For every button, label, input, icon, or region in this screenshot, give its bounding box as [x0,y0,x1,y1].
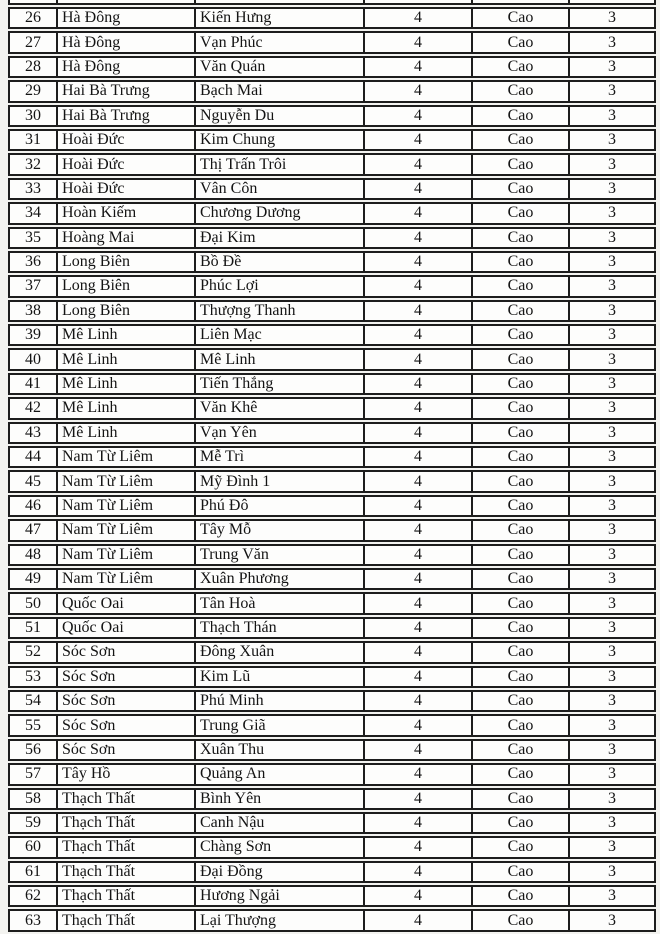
risk-level-cell: Cao [473,836,570,858]
criteria-cell: 4 [365,470,473,492]
score-cell: 3 [570,592,656,614]
risk-level-cell: Cao [473,470,570,492]
ward-cell: Thị Trấn Trôi [196,153,365,175]
table-row [8,592,656,614]
risk-level-cell: Cao [473,446,570,468]
district-cell: Thạch Thất [58,885,196,907]
district-cell: Mê Linh [58,324,196,346]
row-number-cell: 51 [8,617,58,639]
ward-cell: Phúc Lợi [196,275,365,297]
ward-cell: Vạn Phúc [196,31,365,53]
ward-cell: Kim Chung [196,129,365,151]
district-cell: Tây Hồ [58,763,196,785]
criteria-cell: 4 [365,202,473,224]
criteria-cell: 4 [365,544,473,566]
district-cell: Mê Linh [58,373,196,395]
district-cell: Sóc Sơn [58,666,196,688]
risk-level-cell: Cao [473,885,570,907]
criteria-cell [365,0,473,5]
criteria-cell: 4 [365,519,473,541]
risk-level-cell: Cao [473,568,570,590]
row-number-cell: 35 [8,227,58,249]
criteria-cell: 4 [365,251,473,273]
table-row [8,7,656,29]
risk-level-cell: Cao [473,7,570,29]
ward-cell: Đại Kim [196,227,365,249]
ward-cell: Mỹ Đình 1 [196,470,365,492]
row-number-cell: 50 [8,592,58,614]
criteria-cell: 4 [365,885,473,907]
score-cell: 3 [570,275,656,297]
ward-cell: Kim Lũ [196,666,365,688]
ward-cell: Bạch Mai [196,80,365,102]
table-row [8,714,656,736]
criteria-cell: 4 [365,373,473,395]
ward-cell: Đông Xuân [196,641,365,663]
criteria-cell: 4 [365,178,473,200]
row-number-cell: 45 [8,470,58,492]
criteria-cell: 4 [365,31,473,53]
criteria-cell: 4 [365,324,473,346]
score-cell: 3 [570,690,656,712]
district-cell: Nam Từ Liêm [58,470,196,492]
row-number-cell: 31 [8,129,58,151]
criteria-cell: 4 [365,397,473,419]
district-cell: Mê Linh [58,397,196,419]
risk-level-cell: Cao [473,300,570,322]
risk-level-cell: Cao [473,812,570,834]
ward-cell: Mê Linh [196,348,365,370]
score-cell: 3 [570,202,656,224]
row-number-cell: 26 [8,7,58,29]
criteria-cell: 4 [365,446,473,468]
criteria-cell: 4 [365,909,473,931]
criteria-cell: 4 [365,129,473,151]
criteria-cell: 4 [365,348,473,370]
risk-level-cell: Cao [473,397,570,419]
ward-cell: Mễ Trì [196,446,365,468]
risk-level-cell: Cao [473,227,570,249]
table-row [8,56,656,78]
row-number-cell: 61 [8,861,58,883]
district-cell: Sóc Sơn [58,690,196,712]
criteria-cell: 4 [365,617,473,639]
district-cell: Thạch Thất [58,812,196,834]
score-cell: 3 [570,105,656,127]
ward-cell: Chương Dương [196,202,365,224]
district-cell: Nam Từ Liêm [58,544,196,566]
row-number-cell: 57 [8,763,58,785]
ward-cell: Quảng An [196,763,365,785]
risk-level-cell: Cao [473,178,570,200]
score-cell: 3 [570,470,656,492]
risk-level-cell: Cao [473,739,570,761]
district-cell: Hà Đông [58,31,196,53]
district-cell [58,0,196,5]
ward-cell: Thượng Thanh [196,300,365,322]
ward-cell: Canh Nậu [196,812,365,834]
ward-cell: Bình Yên [196,788,365,810]
district-cell: Thạch Thất [58,909,196,931]
row-number-cell: 37 [8,275,58,297]
district-cell: Nam Từ Liêm [58,495,196,517]
criteria-cell: 4 [365,7,473,29]
row-number-cell: 30 [8,105,58,127]
risk-level-cell: Cao [473,56,570,78]
risk-level-cell: Cao [473,861,570,883]
district-cell: Hà Đông [58,56,196,78]
district-cell: Quốc Oai [58,617,196,639]
district-cell: Nam Từ Liêm [58,519,196,541]
score-cell: 3 [570,178,656,200]
ward-cell [196,0,365,5]
district-cell: Sóc Sơn [58,641,196,663]
row-number-cell: 63 [8,909,58,931]
row-number-cell: 48 [8,544,58,566]
table-row [8,446,656,468]
ward-cell: Tiến Thắng [196,373,365,395]
district-cell: Nam Từ Liêm [58,446,196,468]
row-number-cell: 36 [8,251,58,273]
table-row [8,275,656,297]
criteria-cell: 4 [365,422,473,444]
criteria-cell: 4 [365,105,473,127]
score-cell: 3 [570,666,656,688]
row-number-cell: 43 [8,422,58,444]
ward-cell: Văn Quán [196,56,365,78]
score-cell: 3 [570,348,656,370]
ward-risk-table [8,0,656,934]
criteria-cell: 4 [365,56,473,78]
table-row [8,470,656,492]
risk-level-cell: Cao [473,80,570,102]
table-row [8,227,656,249]
table-row [8,544,656,566]
score-cell: 3 [570,788,656,810]
table-row [8,690,656,712]
ward-cell: Phú Đô [196,495,365,517]
score-cell: 3 [570,812,656,834]
score-cell [570,0,656,5]
criteria-cell: 4 [365,300,473,322]
risk-level-cell: Cao [473,153,570,175]
risk-level-cell: Cao [473,617,570,639]
row-number-cell: 41 [8,373,58,395]
criteria-cell: 4 [365,80,473,102]
score-cell: 3 [570,422,656,444]
risk-level-cell: Cao [473,714,570,736]
district-cell: Hai Bà Trưng [58,105,196,127]
table-row [8,348,656,370]
table-container [8,0,656,934]
row-number-cell: 60 [8,836,58,858]
table-row [8,763,656,785]
criteria-cell: 4 [365,714,473,736]
ward-cell: Trung Giã [196,714,365,736]
risk-level-cell: Cao [473,909,570,931]
row-number-cell: 40 [8,348,58,370]
district-cell: Hoài Đức [58,178,196,200]
score-cell: 3 [570,885,656,907]
risk-level-cell: Cao [473,690,570,712]
row-number-cell: 49 [8,568,58,590]
criteria-cell: 4 [365,275,473,297]
risk-level-cell: Cao [473,666,570,688]
risk-level-cell: Cao [473,129,570,151]
table-row [8,641,656,663]
score-cell: 3 [570,568,656,590]
table-row [8,202,656,224]
row-number-cell: 46 [8,495,58,517]
score-cell: 3 [570,861,656,883]
ward-cell: Bồ Đề [196,251,365,273]
ward-cell: Vân Côn [196,178,365,200]
ward-cell: Chàng Sơn [196,836,365,858]
row-number-cell: 55 [8,714,58,736]
criteria-cell: 4 [365,812,473,834]
risk-level-cell: Cao [473,544,570,566]
score-cell: 3 [570,739,656,761]
score-cell: 3 [570,80,656,102]
table-row [8,617,656,639]
table-row [8,885,656,907]
risk-level-cell: Cao [473,275,570,297]
table-row [8,300,656,322]
risk-level-cell: Cao [473,519,570,541]
ward-cell: Kiến Hưng [196,7,365,29]
criteria-cell: 4 [365,666,473,688]
score-cell: 3 [570,153,656,175]
criteria-cell: 4 [365,861,473,883]
district-cell: Thạch Thất [58,788,196,810]
score-cell: 3 [570,909,656,931]
table-row [8,909,656,931]
row-number-cell: 34 [8,202,58,224]
ward-cell: Vạn Yên [196,422,365,444]
row-number-cell: 38 [8,300,58,322]
score-cell: 3 [570,641,656,663]
district-cell: Hoàn Kiếm [58,202,196,224]
ward-cell: Trung Văn [196,544,365,566]
row-number-cell: 42 [8,397,58,419]
district-cell: Hoàng Mai [58,227,196,249]
table-row [8,178,656,200]
score-cell: 3 [570,129,656,151]
row-number-cell: 59 [8,812,58,834]
ward-cell: Xuân Thu [196,739,365,761]
score-cell: 3 [570,714,656,736]
table-row [8,495,656,517]
table-row [8,666,656,688]
row-number-cell: 39 [8,324,58,346]
criteria-cell: 4 [365,153,473,175]
risk-level-cell: Cao [473,31,570,53]
score-cell: 3 [570,544,656,566]
district-cell: Long Biên [58,251,196,273]
district-cell: Long Biên [58,300,196,322]
ward-cell: Lại Thượng [196,909,365,931]
partial-row-cutoff [8,0,656,5]
score-cell: 3 [570,519,656,541]
row-number-cell [8,0,58,5]
row-number-cell: 27 [8,31,58,53]
district-cell: Hà Đông [58,7,196,29]
criteria-cell: 4 [365,836,473,858]
ward-cell: Liên Mạc [196,324,365,346]
row-number-cell: 29 [8,80,58,102]
district-cell: Sóc Sơn [58,714,196,736]
table-row [8,836,656,858]
district-cell: Thạch Thất [58,836,196,858]
risk-level-cell: Cao [473,495,570,517]
risk-level-cell: Cao [473,763,570,785]
ward-cell: Tây Mỗ [196,519,365,541]
score-cell: 3 [570,7,656,29]
score-cell: 3 [570,617,656,639]
criteria-cell: 4 [365,788,473,810]
row-number-cell: 28 [8,56,58,78]
ward-cell: Văn Khê [196,397,365,419]
score-cell: 3 [570,56,656,78]
criteria-cell: 4 [365,763,473,785]
risk-level-cell: Cao [473,422,570,444]
row-number-cell: 52 [8,641,58,663]
table-row [8,422,656,444]
row-number-cell: 56 [8,739,58,761]
district-cell: Quốc Oai [58,592,196,614]
criteria-cell: 4 [365,592,473,614]
table-row [8,568,656,590]
criteria-cell: 4 [365,690,473,712]
district-cell: Hoài Đức [58,153,196,175]
score-cell: 3 [570,227,656,249]
score-cell: 3 [570,31,656,53]
ward-cell: Thạch Thán [196,617,365,639]
risk-level-cell: Cao [473,788,570,810]
district-cell: Nam Từ Liêm [58,568,196,590]
row-number-cell: 58 [8,788,58,810]
risk-level-cell [473,0,570,5]
row-number-cell: 47 [8,519,58,541]
risk-level-cell: Cao [473,324,570,346]
district-cell: Sóc Sơn [58,739,196,761]
table-row [8,519,656,541]
table-row [8,80,656,102]
table-row [8,373,656,395]
score-cell: 3 [570,300,656,322]
row-number-cell: 53 [8,666,58,688]
table-row [8,251,656,273]
table-row [8,788,656,810]
district-cell: Thạch Thất [58,861,196,883]
risk-level-cell: Cao [473,251,570,273]
criteria-cell: 4 [365,641,473,663]
score-cell: 3 [570,373,656,395]
ward-cell: Nguyễn Du [196,105,365,127]
risk-level-cell: Cao [473,641,570,663]
risk-level-cell: Cao [473,592,570,614]
score-cell: 3 [570,446,656,468]
row-number-cell: 33 [8,178,58,200]
score-cell: 3 [570,397,656,419]
criteria-cell: 4 [365,227,473,249]
table-row [8,153,656,175]
table-row [8,861,656,883]
district-cell: Mê Linh [58,348,196,370]
score-cell: 3 [570,251,656,273]
score-cell: 3 [570,836,656,858]
table-row [8,105,656,127]
table-row [8,397,656,419]
ward-cell: Tân Hoà [196,592,365,614]
table-row [8,129,656,151]
ward-cell: Đại Đồng [196,861,365,883]
district-cell: Hoài Đức [58,129,196,151]
ward-cell: Phú Minh [196,690,365,712]
row-number-cell: 32 [8,153,58,175]
criteria-cell: 4 [365,495,473,517]
score-cell: 3 [570,495,656,517]
row-number-cell: 54 [8,690,58,712]
risk-level-cell: Cao [473,348,570,370]
district-cell: Hai Bà Trưng [58,80,196,102]
criteria-cell: 4 [365,739,473,761]
ward-cell: Xuân Phương [196,568,365,590]
criteria-cell: 4 [365,568,473,590]
table-row [8,812,656,834]
table-row [8,324,656,346]
risk-level-cell: Cao [473,105,570,127]
risk-level-cell: Cao [473,373,570,395]
score-cell: 3 [570,324,656,346]
district-cell: Long Biên [58,275,196,297]
table-row [8,31,656,53]
table-row [8,739,656,761]
ward-cell: Hương Ngải [196,885,365,907]
row-number-cell: 44 [8,446,58,468]
district-cell: Mê Linh [58,422,196,444]
table-body [8,0,656,932]
row-number-cell: 62 [8,885,58,907]
score-cell: 3 [570,763,656,785]
risk-level-cell: Cao [473,202,570,224]
